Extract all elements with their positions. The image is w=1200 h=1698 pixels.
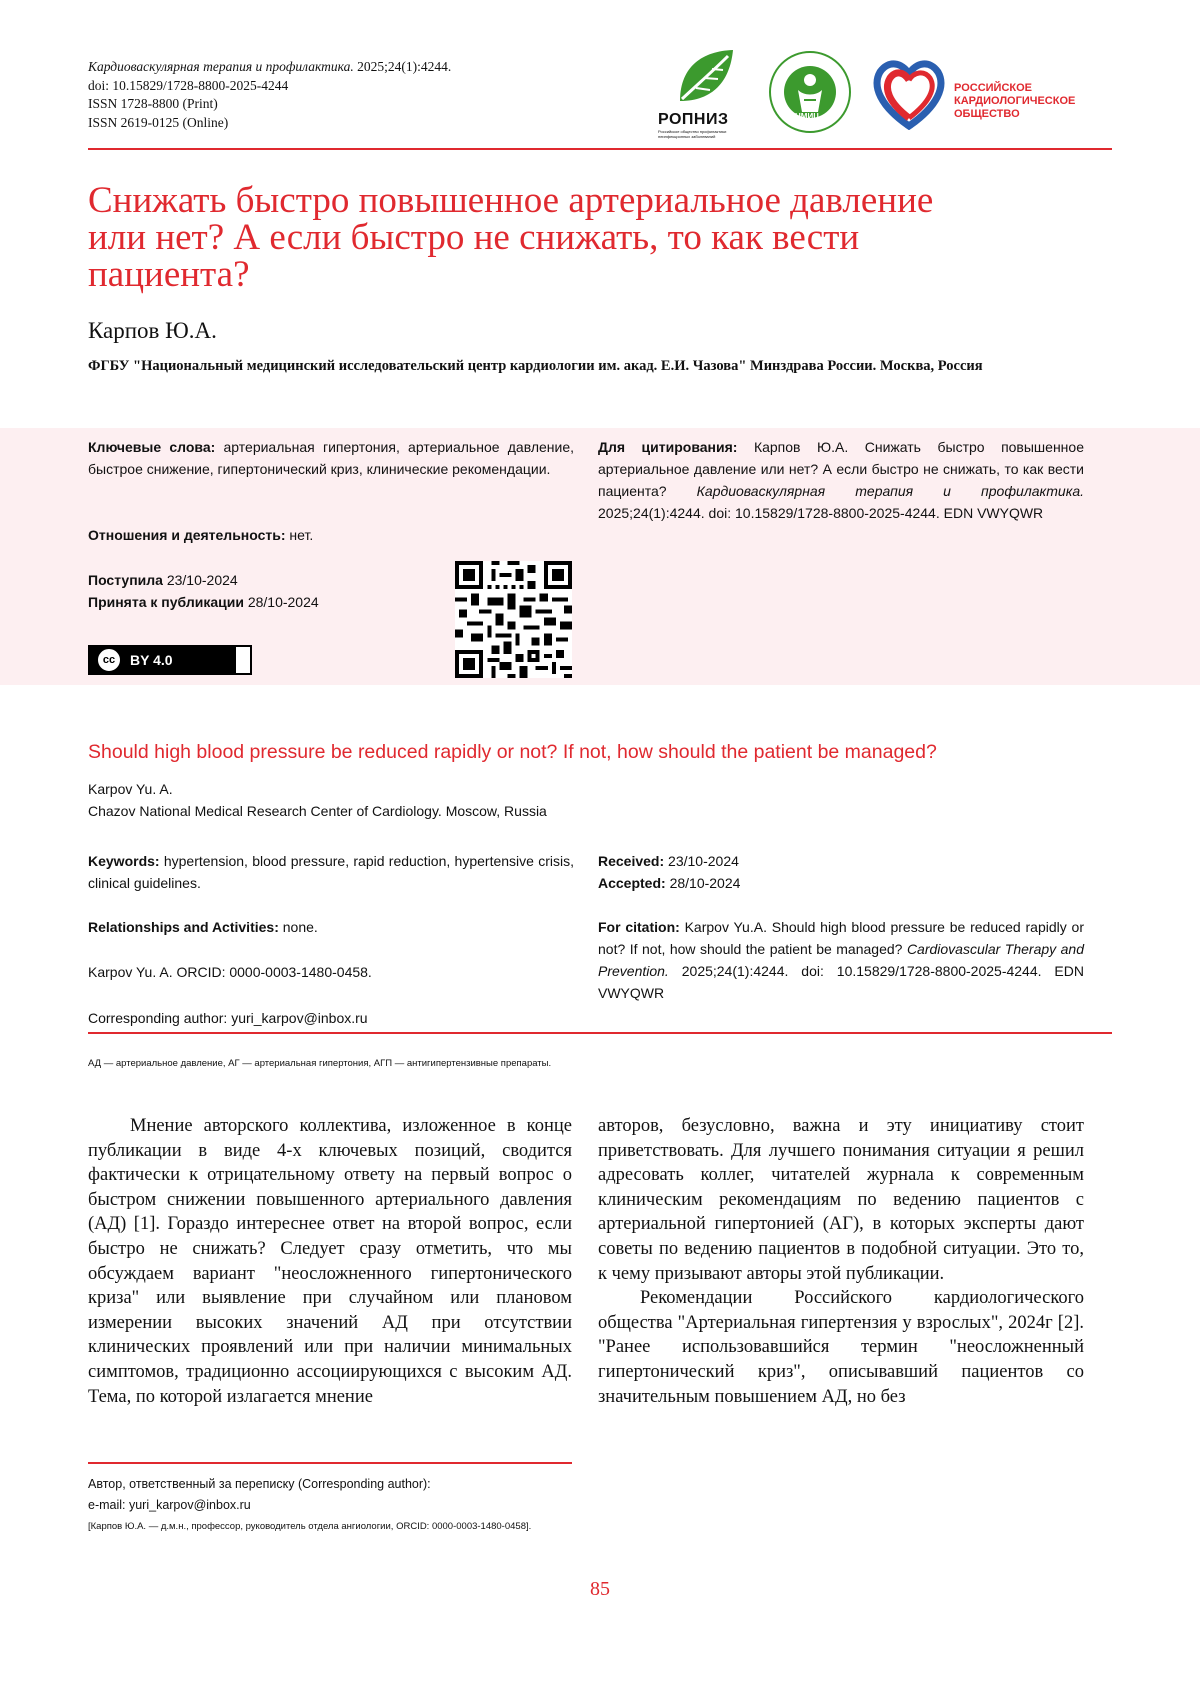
- footnote: [88, 1474, 531, 1537]
- ropniz-subtitle: Российское общество профилактики неинфекционных заболеваний: [658, 129, 744, 139]
- en-relations: [88, 916, 574, 938]
- en-keywords: [88, 850, 574, 894]
- ru-cite-journal: Кардиоваскулярная терапия и профилактика.: [697, 483, 1084, 499]
- journal-header: [88, 58, 451, 132]
- affiliation: ФГБУ "Национальный медицинский исследовательский центр кардиологии им. акад. Е.И. Чазова" Минздрава России. Москва, Россия: [88, 355, 1098, 378]
- en-citation: [598, 916, 1084, 1004]
- rko-line-3: ОБЩЕСТВО: [954, 108, 1075, 121]
- en-title: Should high blood pressure be reduced rapidly or not? If not, how should the patient be managed?: [88, 741, 937, 764]
- rko-emblem: [870, 56, 948, 130]
- en-cite-text: Karpov Yu.A. Should high blood pressure be reduced rapidly or not? If not, how should the patient be managed?: [598, 919, 1084, 957]
- body-paragraph: Мнение авторского коллектива, изложенное в конце публикации в виде 4-х ключевых позиций, сводится фактически к отрицательному ответу на первый вопрос о быстром снижении повышенного артериального давления (АД) [1]. Гораздо интереснее ответ на второй вопрос, если быстро не снижать? Следует сразу отметить, что мы обсуждаем вариант "неосложненного гипертонического криза" или выявление при случайном или плановом измерении высоких значений АД при отсутствии клинических проявлений или при наличии минимальных симптомов, традиционно ассоциирующихся с высоким АД. Тема, по которой излагается мнение: [88, 1114, 572, 1409]
- title-line-1: Снижать быстро повышенное артериальное давление: [88, 182, 1088, 219]
- body-left-column: [88, 1114, 572, 1409]
- ru-keywords-text: артериальная гипертония, артериальное давление, быстрое снижение, гипертонический криз, клинические рекомендации.: [88, 439, 574, 477]
- title-line-2: или нет? А если быстро не снижать, то как вести: [88, 219, 1088, 256]
- ru-accepted-label: Принята к публикации: [88, 594, 244, 610]
- en-author-block: [88, 778, 547, 822]
- ru-relations-label: Отношения и деятельность:: [88, 527, 286, 543]
- body-paragraph: Рекомендации Российского кардиологического общества "Артериальная гипертензия у взрослых", 2024г [2]. "Ранее использовавшийся термин "неосложненный гипертонический криз", описывавший пациентов со значительным повышением АД, но без: [598, 1286, 1084, 1409]
- en-dates: [598, 850, 1084, 894]
- rko-line-1: РОССИЙСКОЕ: [954, 82, 1075, 95]
- ru-relations-text: нет.: [286, 527, 314, 543]
- ru-received-label: Поступила: [88, 572, 163, 588]
- ru-keywords: [88, 436, 574, 480]
- rko-name: [954, 82, 1075, 121]
- cc-icon: cc: [96, 647, 122, 673]
- cc-license-badge[interactable]: [88, 645, 252, 675]
- en-cite-label: For citation:: [598, 919, 680, 935]
- qr-code[interactable]: [455, 561, 572, 678]
- author: Карпов Ю.А.: [88, 318, 217, 344]
- en-cite-end: 2025;24(1):4244. doi: 10.15829/1728-8800-2025-4244. EDN VWYQWR: [598, 963, 1084, 1001]
- page-number: 85: [0, 1578, 1200, 1601]
- abbreviations: АД — артериальное давление, АГ — артериальная гипертония, АГП — антигипертензивные препараты.: [88, 1058, 551, 1069]
- issn-print: ISSN 1728-8800 (Print): [88, 95, 451, 114]
- cc-license-label: BY 4.0: [130, 652, 173, 668]
- article-title: [88, 182, 1088, 293]
- body-paragraph: авторов, безусловно, важна и эту инициативу стоит приветствовать. Для лучшего понимания ситуации я решил адресовать коллег, читателей журнала к современным клиническим рекомендациям по ведению пациентов с артериальной гипертонией (АГ), в которых эксперты дают советы по ведению пациентов в подобной ситуации. Это то, к чему призывают авторы этой публикации.: [598, 1114, 1084, 1286]
- footnote-divider: [88, 1462, 572, 1464]
- ru-citation: [598, 436, 1084, 524]
- ru-accepted: 28/10-2024: [244, 594, 319, 610]
- en-affiliation: Chazov National Medical Research Center of Cardiology. Moscow, Russia: [88, 800, 547, 822]
- ropniz-name: РОПНИЗ: [658, 111, 748, 129]
- ropniz-leaf-icon: [658, 46, 748, 106]
- ru-keywords-label: Ключевые слова:: [88, 439, 215, 455]
- footnote-line-1: Автор, ответственный за переписку (Corresponding author):: [88, 1474, 531, 1495]
- ru-received: 23/10-2024: [163, 572, 238, 588]
- header-divider: [88, 148, 1112, 150]
- footnote-line-3: [Карпов Ю.А. — д.м.н., профессор, руководитель отдела ангиологии, ORCID: 0000-0003-1480-0458].: [88, 1516, 531, 1537]
- doi: doi: 10.15829/1728-8800-2025-4244: [88, 77, 451, 96]
- ru-cite-text: Карпов Ю.А. Снижать быстро повышенное артериальное давление или нет? А если быстро не снижать, то как вести пациента?: [598, 439, 1084, 499]
- en-corresponding: Corresponding author: yuri_karpov@inbox.ru: [88, 1007, 574, 1029]
- nmic-emblem-icon: [768, 50, 852, 134]
- en-cite-journal: Cardiovascular Therapy and Prevention.: [598, 941, 1084, 979]
- title-line-3: пациента?: [88, 256, 1088, 293]
- meta-divider: [88, 1032, 1112, 1034]
- ru-cite-end: 2025;24(1):4244. doi: 10.15829/1728-8800-2025-4244. EDN VWYQWR: [598, 505, 1043, 521]
- footnote-email[interactable]: e-mail: yuri_karpov@inbox.ru: [88, 1495, 531, 1516]
- en-orcid: Karpov Yu. A. ORCID: 0000-0003-1480-0458.: [88, 961, 574, 983]
- en-received-label: Received:: [598, 853, 664, 869]
- en-accepted-label: Accepted:: [598, 875, 666, 891]
- body-right-column: [598, 1114, 1084, 1409]
- en-keywords-label: Keywords:: [88, 853, 160, 869]
- nmic-label: НМИЦ: [795, 112, 819, 121]
- journal-name: Кардиоваскулярная терапия и профилактика.: [88, 59, 354, 74]
- en-author: Karpov Yu. A.: [88, 778, 547, 800]
- ru-relations: [88, 524, 574, 546]
- issn-online: ISSN 2619-0125 (Online): [88, 114, 451, 133]
- en-relations-label: Relationships and Activities:: [88, 919, 279, 935]
- en-keywords-text: hypertension, blood pressure, rapid reduction, hypertensive crisis, clinical guidelines.: [88, 853, 574, 891]
- nmic-logo: [768, 50, 852, 134]
- ru-cite-label: Для цитирования:: [598, 439, 737, 455]
- en-relations-text: none.: [279, 919, 318, 935]
- journal-issue: 2025;24(1):4244.: [354, 59, 452, 74]
- heart-icon: [870, 56, 948, 130]
- en-received: 23/10-2024: [664, 853, 739, 869]
- rko-line-2: КАРДИОЛОГИЧЕСКОЕ: [954, 95, 1075, 108]
- ropniz-logo: [658, 46, 748, 138]
- en-accepted: 28/10-2024: [666, 875, 741, 891]
